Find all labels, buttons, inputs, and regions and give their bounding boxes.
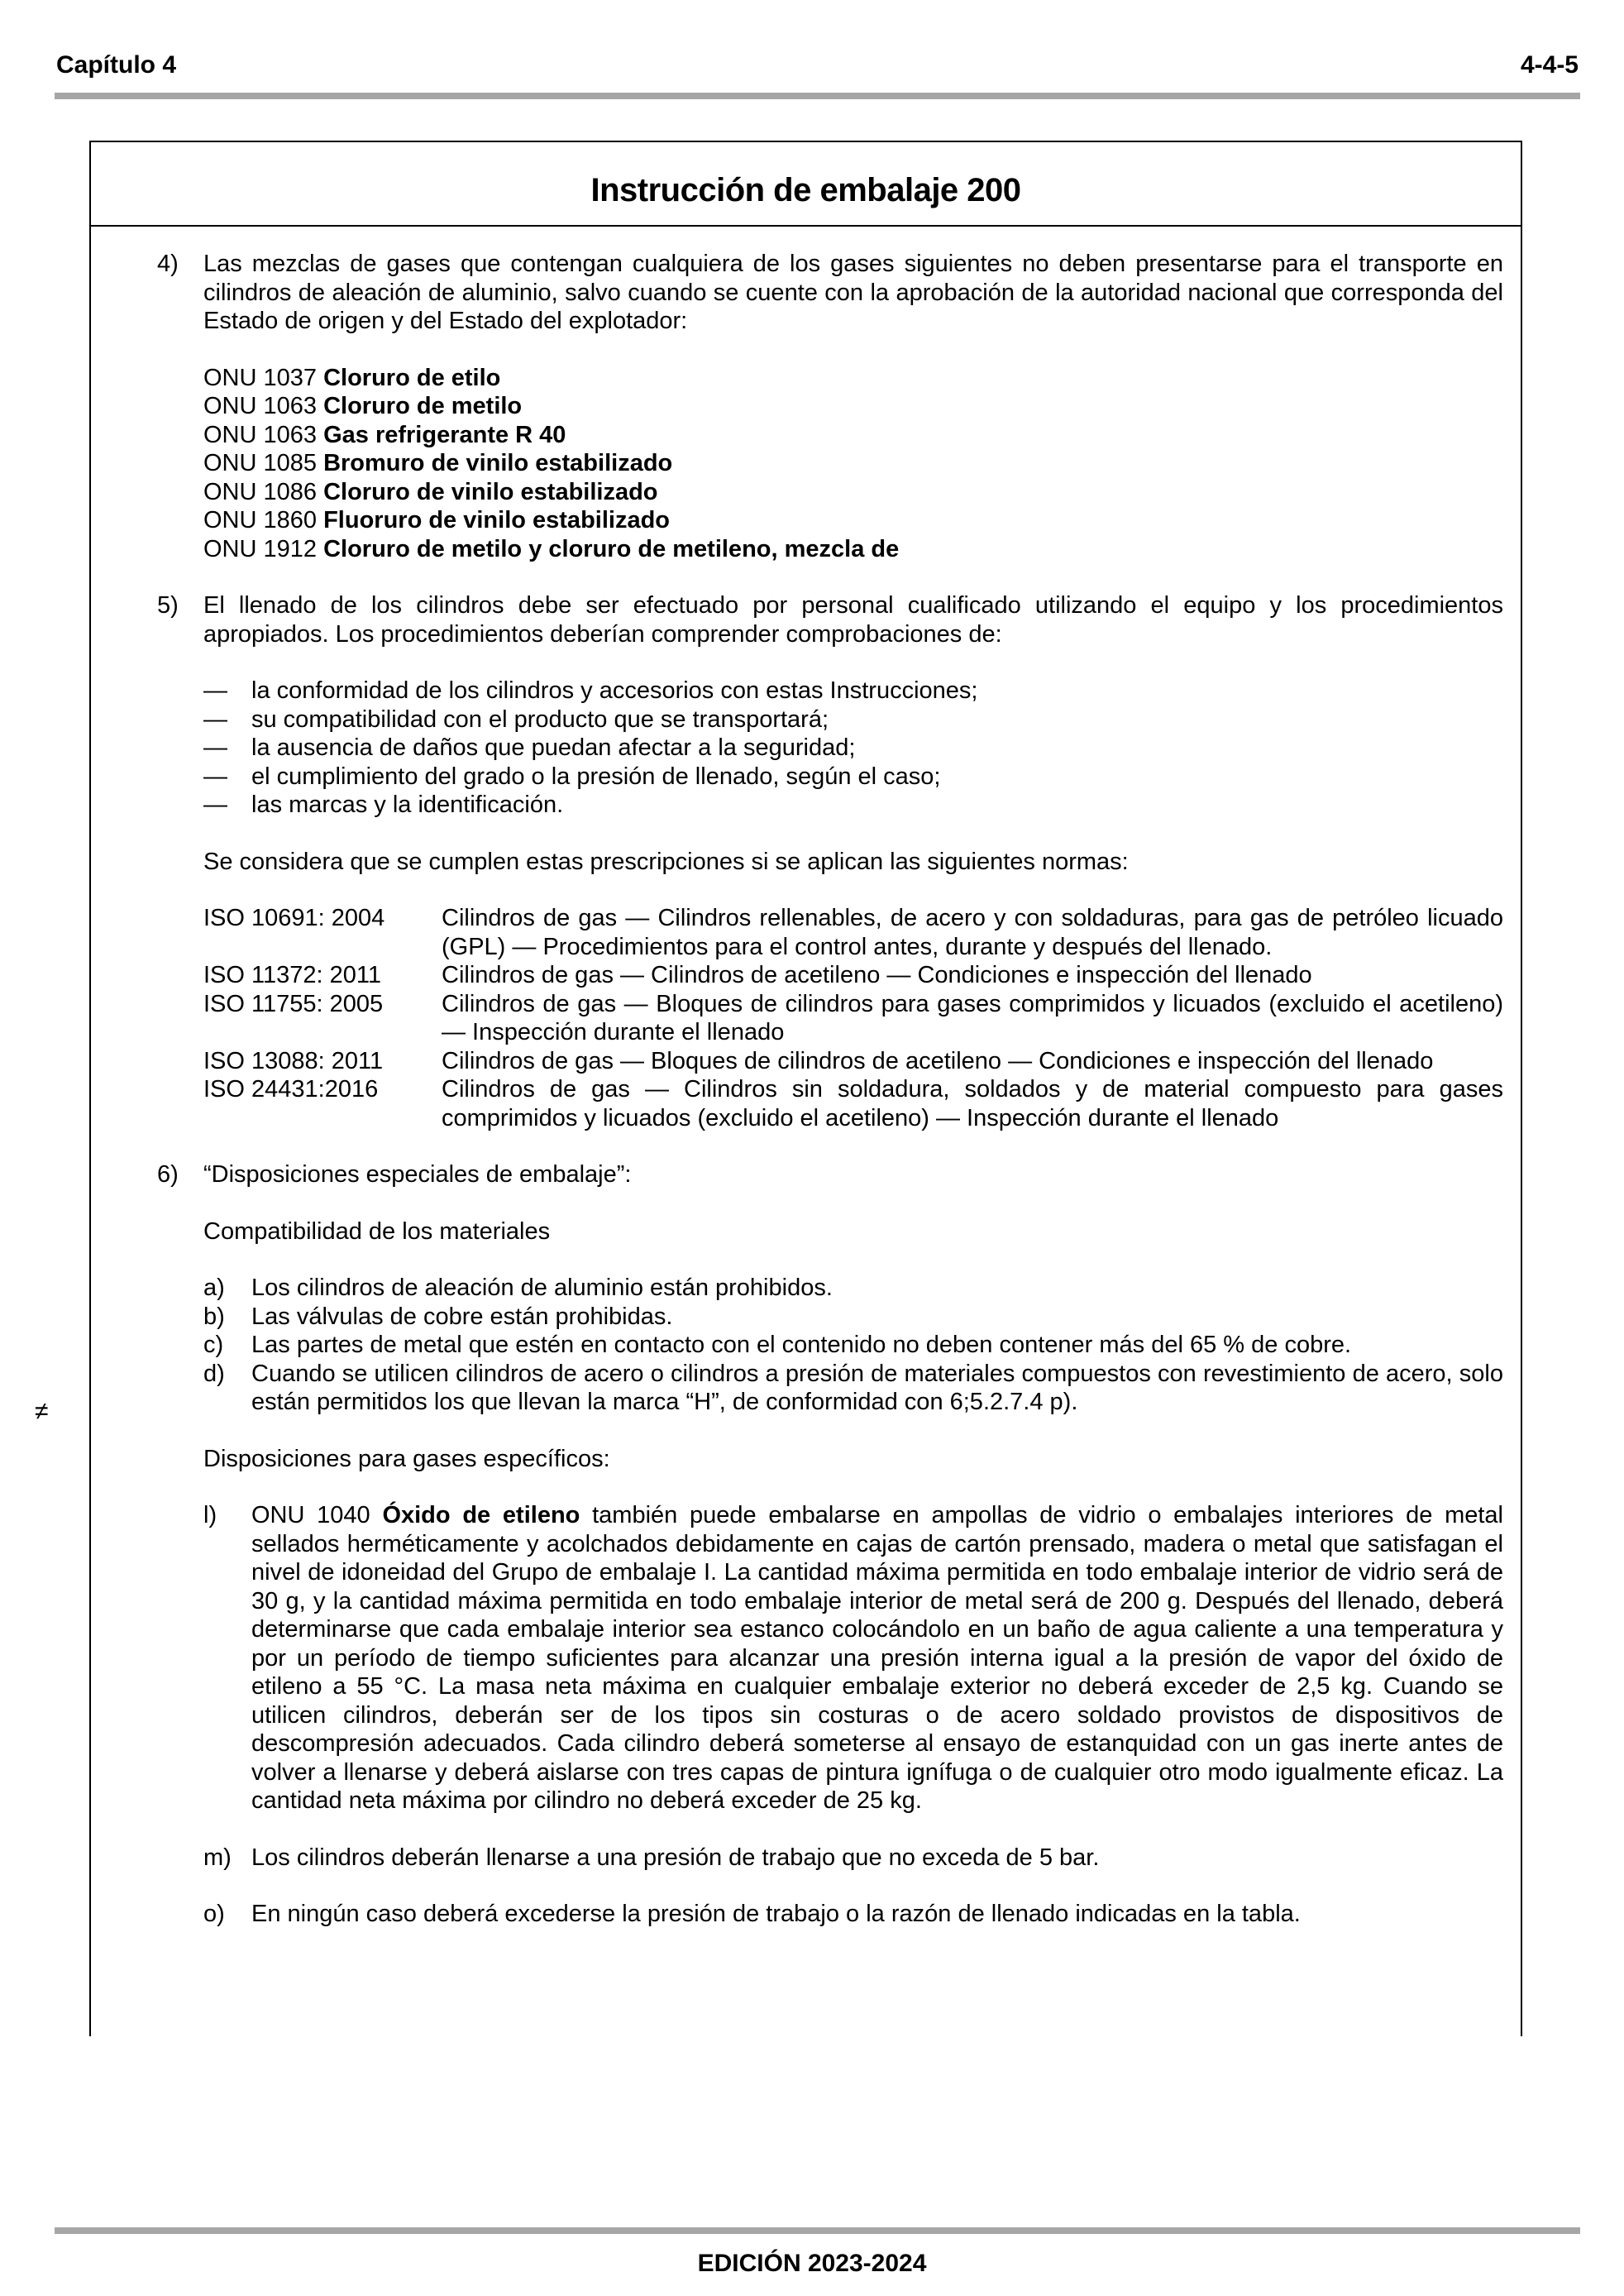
check-list-item: — las marcas y la identificación. bbox=[203, 792, 564, 818]
standard-row: ISO 11755: 2005 Cilindros de gas — Bloques de cilindros para gases comprimidos y licuados (excluido el acetileno) — Inspección durante el llenado bbox=[203, 990, 1503, 1045]
compat-list bbox=[203, 1274, 1503, 1417]
instruction-title: Instrucción de embalaje 200 bbox=[91, 142, 1521, 227]
check-list-item: — la conformidad de los cilindros y accesorios con estas Instrucciones; bbox=[203, 677, 978, 704]
item-number: 5) bbox=[157, 592, 179, 619]
compat-item: a) Los cilindros de aleación de aluminio están prohibidos. bbox=[203, 1275, 833, 1301]
standard-row: ISO 11372: 2011 Cilindros de gas — Cilindros de acetileno — Condiciones e inspección del llenado bbox=[203, 962, 1312, 988]
provision-l: l) ONU 1040 Óxido de etileno también puede embalarse en ampollas de vidrio o embalajes interiores de metal sellados herméticamente y acolchados debidamente en cajas de cartón prensado, madera o metal que satisfagan el nivel de idoneidad del Grupo de embalaje I. La cantidad máxima permitida en todo embalaje interior de vidrio será de 30 g, y la cantidad máxima permitida en todo embalaje interior de metal será de 200 g. Después del llenado, deberá determinarse que cada embalaje interior sea estanco colocándolo en un baño de agua caliente a una temperatura y por un período de tiempo suficientes para alcanzar una presión interna igual a la presión de vapor del óxido de etileno a 55 °C. La masa neta máxima en cualquier embalaje exterior no deberá exceder de 2,5 kg. Cuando se utilicen cilindros, deberán ser de los tipos sin costuras o de acero soldado provistos de dispositivos de descompresión adecuados. Cada cilindro deberá someterse al ensayo de estanquidad con un gas inerte antes de volver a llenarse y deberá aislarse con tres capas de pintura ignífuga o de cualquier otro modo igualmente eficaz. La cantidad neta máxima por cilindro no deberá exceder de 25 kg. bbox=[203, 1502, 1503, 1814]
gas-list-item: ONU 1860 Fluoruro de vinilo estabilizado bbox=[203, 507, 671, 533]
compat-item: b) Las válvulas de cobre están prohibidas. bbox=[203, 1303, 673, 1330]
gas-list-item: ONU 1037 Cloruro de etilo bbox=[203, 364, 501, 391]
item-number: 4) bbox=[157, 251, 179, 277]
margin-change-mark: ≠ bbox=[35, 1398, 49, 1425]
gas-list-item: ONU 1063 Cloruro de metilo bbox=[203, 393, 523, 419]
item-6 bbox=[157, 1160, 1503, 1929]
item-number: 6) bbox=[157, 1161, 179, 1188]
standard-row: ISO 13088: 2011 Cilindros de gas — Bloques de cilindros de acetileno — Condiciones e inspección del llenado bbox=[203, 1047, 1434, 1074]
edition-footer: EDICIÓN 2023-2024 bbox=[697, 2250, 927, 2277]
item-6-text: “Disposiciones especiales de embalaje”: bbox=[203, 1161, 632, 1188]
footer-rule bbox=[55, 2227, 1580, 2234]
specific-heading: Disposiciones para gases específicos: bbox=[203, 1445, 610, 1472]
compat-item: d) Cuando se utilicen cilindros de acero o cilindros a presión de materiales compuestos con revestimiento de acero, solo están permitidos los que llevan la marca “H”, de conformidad con 6;5.2.7.4 p). bbox=[203, 1360, 1503, 1415]
provision-o: o) En ningún caso deberá excederse la presión de trabajo o la razón de llenado indicadas en la tabla. bbox=[203, 1901, 1301, 1927]
gas-list-item: ONU 1912 Cloruro de metilo y cloruro de metileno, mezcla de bbox=[203, 535, 900, 562]
gas-list-item: ONU 1086 Cloruro de vinilo estabilizado bbox=[203, 478, 658, 505]
gas-list-item: ONU 1085 Bromuro de vinilo estabilizado bbox=[203, 450, 673, 476]
instruction-content bbox=[157, 250, 1503, 1929]
provision-m: m) Los cilindros deberán llenarse a una presión de trabajo que no exceda de 5 bar. bbox=[203, 1844, 1100, 1871]
item-5 bbox=[157, 591, 1503, 1132]
standard-row: ISO 10691: 2004 Cilindros de gas — Cilindros rellenables, de acero y con soldaduras, para gas de petróleo licuado (GPL) — Procedimientos para el control antes, durante y después del llenado. bbox=[203, 905, 1503, 960]
item-5-text: El llenado de los cilindros debe ser efectuado por personal cualificado utilizando el equipo y los procedimientos apropiados. Los procedimientos deberían comprender comprobaciones de: bbox=[203, 592, 1503, 648]
compat-heading: Compatibilidad de los materiales bbox=[203, 1217, 551, 1245]
compat-item: c) Las partes de metal que estén en contacto con el contenido no deben contener más del 65 % de cobre. bbox=[203, 1332, 1352, 1358]
standards-intro: Se considera que se cumplen estas prescripciones si se aplican las siguientes normas: bbox=[203, 848, 1129, 875]
chapter-label: Capítulo 4 bbox=[56, 51, 177, 79]
header-rule bbox=[55, 93, 1580, 99]
item-4-text: Las mezclas de gases que contengan cualquiera de los gases siguientes no deben presentarse para el transporte en cilindros de aleación de aluminio, salvo cuando se cuente con la aprobación de la autoridad nacional que corresponda del Estado de origen y del Estado del explotador: bbox=[203, 251, 1503, 334]
gas-list-item: ONU 1063 Gas refrigerante R 40 bbox=[203, 421, 566, 448]
check-list-item: — el cumplimiento del grado o la presión de llenado, según el caso; bbox=[203, 763, 941, 790]
page-number: 4-4-5 bbox=[1520, 51, 1579, 79]
check-list-item: — la ausencia de daños que puedan afectar a la seguridad; bbox=[203, 734, 856, 761]
standard-row: ISO 24431:2016 Cilindros de gas — Cilindros sin soldadura, soldados y de material compuesto para gases comprimidos y licuados (excluido el acetileno) — Inspección durante el llenado bbox=[203, 1076, 1503, 1131]
check-list bbox=[203, 677, 1503, 820]
standards-list bbox=[203, 904, 1503, 1132]
check-list-item: — su compatibilidad con el producto que se transportará; bbox=[203, 706, 829, 733]
item-4 bbox=[157, 250, 1503, 563]
gas-list bbox=[203, 364, 1503, 564]
instruction-frame bbox=[89, 141, 1522, 2036]
